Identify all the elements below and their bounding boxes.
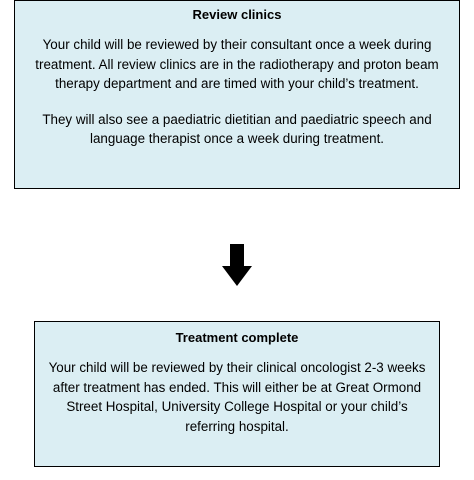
arrow-down-shape	[222, 244, 252, 286]
review-clinics-box	[14, 0, 460, 189]
treatment-complete-box	[34, 321, 440, 467]
treatment-complete-title: Treatment complete	[175, 330, 299, 345]
arrow-down-icon	[222, 244, 252, 286]
review-clinics-paragraph-1: Your child will be reviewed by their consultant once a week during treatment. All review clinics are in the radiotherapy and proton beam therapy department and are timed with your child’s treatment.	[35, 37, 439, 91]
review-clinics-paragraph-2: They will also see a paediatric dietitian and paediatric speech and language therapist once a week during treatment.	[42, 111, 432, 146]
review-clinics-title: Review clinics	[192, 7, 282, 22]
treatment-complete-paragraph-1: Your child will be reviewed by their clinical oncologist 2-3 weeks after treatment has ended. This will either be at Great Ormond Street Hospital, University College Hospital or your child’s referring hospital.	[48, 360, 426, 434]
